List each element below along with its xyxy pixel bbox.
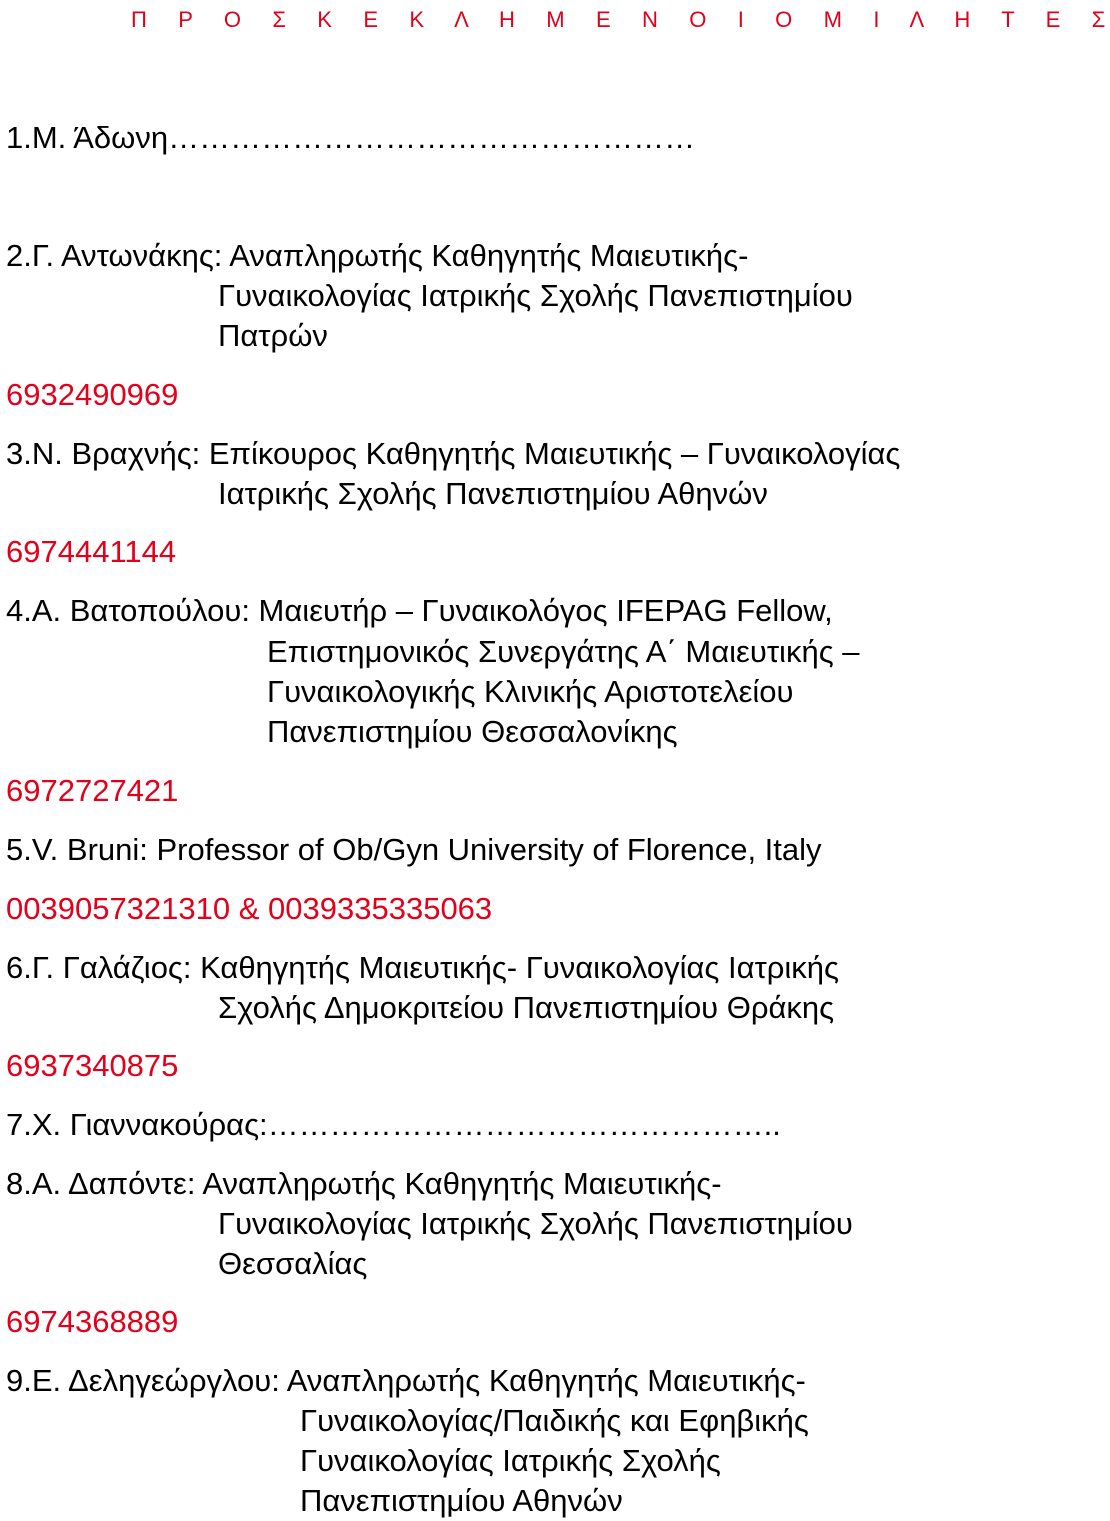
- speaker-5-phone: 0039057321310 & 0039335335063: [6, 891, 493, 926]
- speaker-4-phone: 6972727421: [6, 773, 179, 808]
- speaker-3-phone: 6974441144: [6, 534, 177, 569]
- speaker-9-line-1: 9.Ε. Δεληγεώργλου: Αναπληρωτής Καθηγητής Μαιευτικής-: [6, 1363, 806, 1398]
- speaker-1-line-1: 1.Μ. Άδωνη……………………………………………: [6, 120, 696, 155]
- speaker-9-line-3: Γυναικολογίας Ιατρικής Σχολής: [300, 1443, 721, 1478]
- speaker-4-line-4: Πανεπιστημίου Θεσσαλονίκης: [267, 714, 678, 749]
- speaker-2-phone: 6932490969: [6, 377, 179, 412]
- speaker-8-line-1: 8.Α. Δαπόντε: Αναπληρωτής Καθηγητής Μαιευτικής-: [6, 1166, 722, 1201]
- speaker-6-line-1: 6.Γ. Γαλάζιος: Καθηγητής Μαιευτικής- Γυναικολογίας Ιατρικής: [6, 950, 839, 985]
- speaker-8-line-3: Θεσσαλίας: [218, 1246, 368, 1281]
- speaker-7-line-1: 7.Χ. Γιαννακούρας:…………………………………………..: [6, 1107, 781, 1142]
- speaker-2-line-2: Γυναικολογίας Ιατρικής Σχολής Πανεπιστημίου: [218, 278, 853, 313]
- speaker-5-line-1: 5.V. Bruni: Professor of Ob/Gyn University of Florence, Italy: [6, 832, 822, 867]
- speaker-2-line-1: 2.Γ. Αντωνάκης: Αναπληρωτής Καθηγητής Μαιευτικής-: [6, 238, 749, 273]
- speaker-9-line-4: Πανεπιστημίου Αθηνών: [300, 1483, 623, 1518]
- speaker-4-line-3: Γυναικολογικής Κλινικής Αριστοτελείου: [267, 674, 794, 709]
- speaker-3-line-2: Ιατρικής Σχολής Πανεπιστημίου Αθηνών: [218, 476, 768, 511]
- speaker-4-line-1: 4.Α. Βατοπούλου: Μαιευτήρ – Γυναικολόγος IFEPAG Fellow,: [6, 593, 833, 628]
- speaker-3-line-1: 3.Ν. Βραχνής: Επίκουρος Καθηγητής Μαιευτικής – Γυναικολογίας: [6, 436, 901, 471]
- speaker-6-line-2: Σχολής Δημοκριτείου Πανεπιστημίου Θράκης: [218, 990, 835, 1025]
- speaker-4-line-2: Επιστημονικός Συνεργάτης Α΄ Μαιευτικής –: [267, 634, 860, 669]
- speaker-6-phone: 6937340875: [6, 1048, 179, 1083]
- page-title: Π Ρ Ο Σ Κ Ε Κ Λ Η Μ Ε Ν Ο Ι Ο Μ Ι Λ Η Τ Ε Σ: [131, 7, 1110, 32]
- speaker-8-phone: 6974368889: [6, 1304, 179, 1339]
- speaker-2-line-3: Πατρών: [218, 318, 328, 353]
- speaker-9-line-2: Γυναικολογίας/Παιδικής και Εφηβικής: [300, 1403, 809, 1438]
- speaker-8-line-2: Γυναικολογίας Ιατρικής Σχολής Πανεπιστημίου: [218, 1206, 853, 1241]
